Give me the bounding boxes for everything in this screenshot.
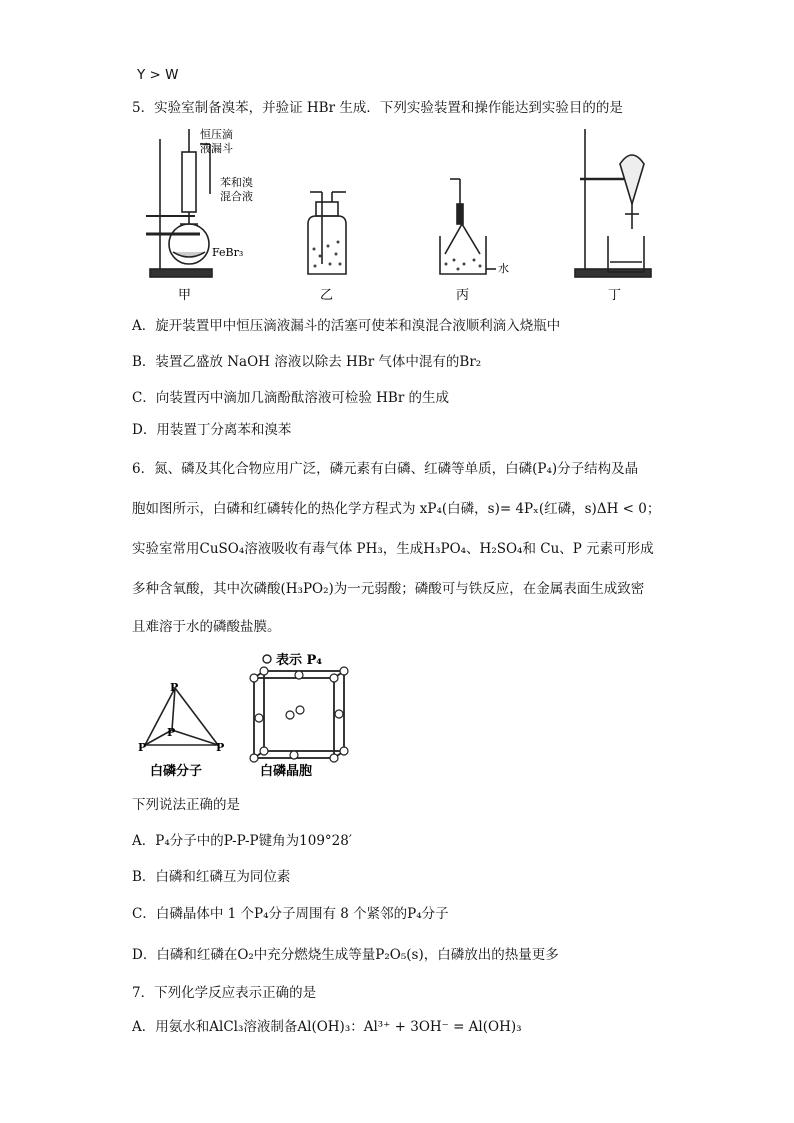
header-fragment: Y > W <box>137 67 179 83</box>
caption-ding: 丁 <box>608 288 622 303</box>
q7-stem: 7．下列化学反应表示正确的是 <box>132 985 317 1001</box>
apparatus-bing <box>440 179 496 274</box>
q5-stem: 5．实验室制备溴苯，并验证 HBr 生成．下列实验装置和操作能达到实验目的的是 <box>132 100 623 116</box>
q6-option-c: C．白磷晶体中 1 个P₄分子周围有 8 个紧邻的P₄分子 <box>132 906 449 922</box>
q5-option-a: A．旋开装置甲中恒压滴液漏斗的活塞可使苯和溴混合液顺利滴入烧瓶中 <box>132 318 561 334</box>
legend-circle-icon <box>263 655 271 663</box>
q6-stem-1: 6．氮、磷及其化合物应用广泛，磷元素有白磷、红磷等单质，白磷(P₄)分子结构及晶 <box>132 461 639 477</box>
q5-option-b: B．装置乙盛放 NaOH 溶液以除去 HBr 气体中混有的Br₂ <box>132 354 482 370</box>
p4-molecule <box>145 688 218 745</box>
q6-option-b: B．白磷和红磷互为同位素 <box>132 869 291 885</box>
caption-bing: 丙 <box>456 288 470 303</box>
label-funnel-1: 恒压滴 <box>200 128 233 141</box>
q5-option-c: C．向装置丙中滴加几滴酚酞溶液可检验 HBr 的生成 <box>132 390 450 406</box>
label-mixture-1: 苯和溴 <box>220 176 253 189</box>
caption-cell: 白磷晶胞 <box>260 764 313 779</box>
caption-jia: 甲 <box>178 288 192 303</box>
apparatus-ding <box>575 129 651 277</box>
q6-option-a: A．P₄分子中的P-P-P键角为109°28′ <box>132 833 352 849</box>
label-funnel-2: 液漏斗 <box>200 142 233 155</box>
white-phosphorus-figure <box>130 648 370 783</box>
q6-stem-2: 胞如图所示，白磷和红磷转化的热化学方程式为 xP₄(白磷，s)= 4Pₓ(红磷，s)ΔH < 0； <box>132 501 661 517</box>
atom-p-center: P <box>167 726 176 739</box>
q6-question: 下列说法正确的是 <box>132 797 240 813</box>
q6-stem-3: 实验室常用CuSO₄溶液吸收有毒气体 PH₃，生成H₃PO₄、H₂SO₄和 Cu、P 元素可形成 <box>132 541 654 557</box>
apparatus-yi <box>308 192 346 274</box>
caption-molecule: 白磷分子 <box>150 764 203 779</box>
caption-yi: 乙 <box>320 288 334 303</box>
q5-option-d: D．用装置丁分离苯和溴苯 <box>132 422 292 438</box>
q7-option-a: A．用氨水和AlCl₃溶液制备Al(OH)₃：Al³⁺ + 3OH⁻ = Al(OH)₃ <box>132 1019 522 1035</box>
q6-stem-5: 且难溶于水的磷酸盐膜。 <box>132 619 281 635</box>
label-mixture-2: 混合液 <box>220 190 253 203</box>
legend-text: 表示 P₄ <box>276 653 322 668</box>
q6-option-d: D．白磷和红磷在O₂中充分燃烧生成等量P₂O₅(s)，白磷放出的热量更多 <box>132 947 559 963</box>
q6-stem-4: 多种含氧酸，其中次磷酸(H₃PO₂)为一元弱酸；磷酸可与铁反应，在金属表面生成致密 <box>132 581 645 597</box>
atom-p-left: P <box>138 741 147 754</box>
atom-p-right: P <box>216 741 225 754</box>
unit-cell <box>254 671 344 758</box>
q5-apparatus-figure <box>140 124 660 304</box>
label-catalyst: FeBr₃ <box>212 246 244 259</box>
atom-p-top: P <box>170 681 179 694</box>
label-water: 水 <box>498 262 509 275</box>
